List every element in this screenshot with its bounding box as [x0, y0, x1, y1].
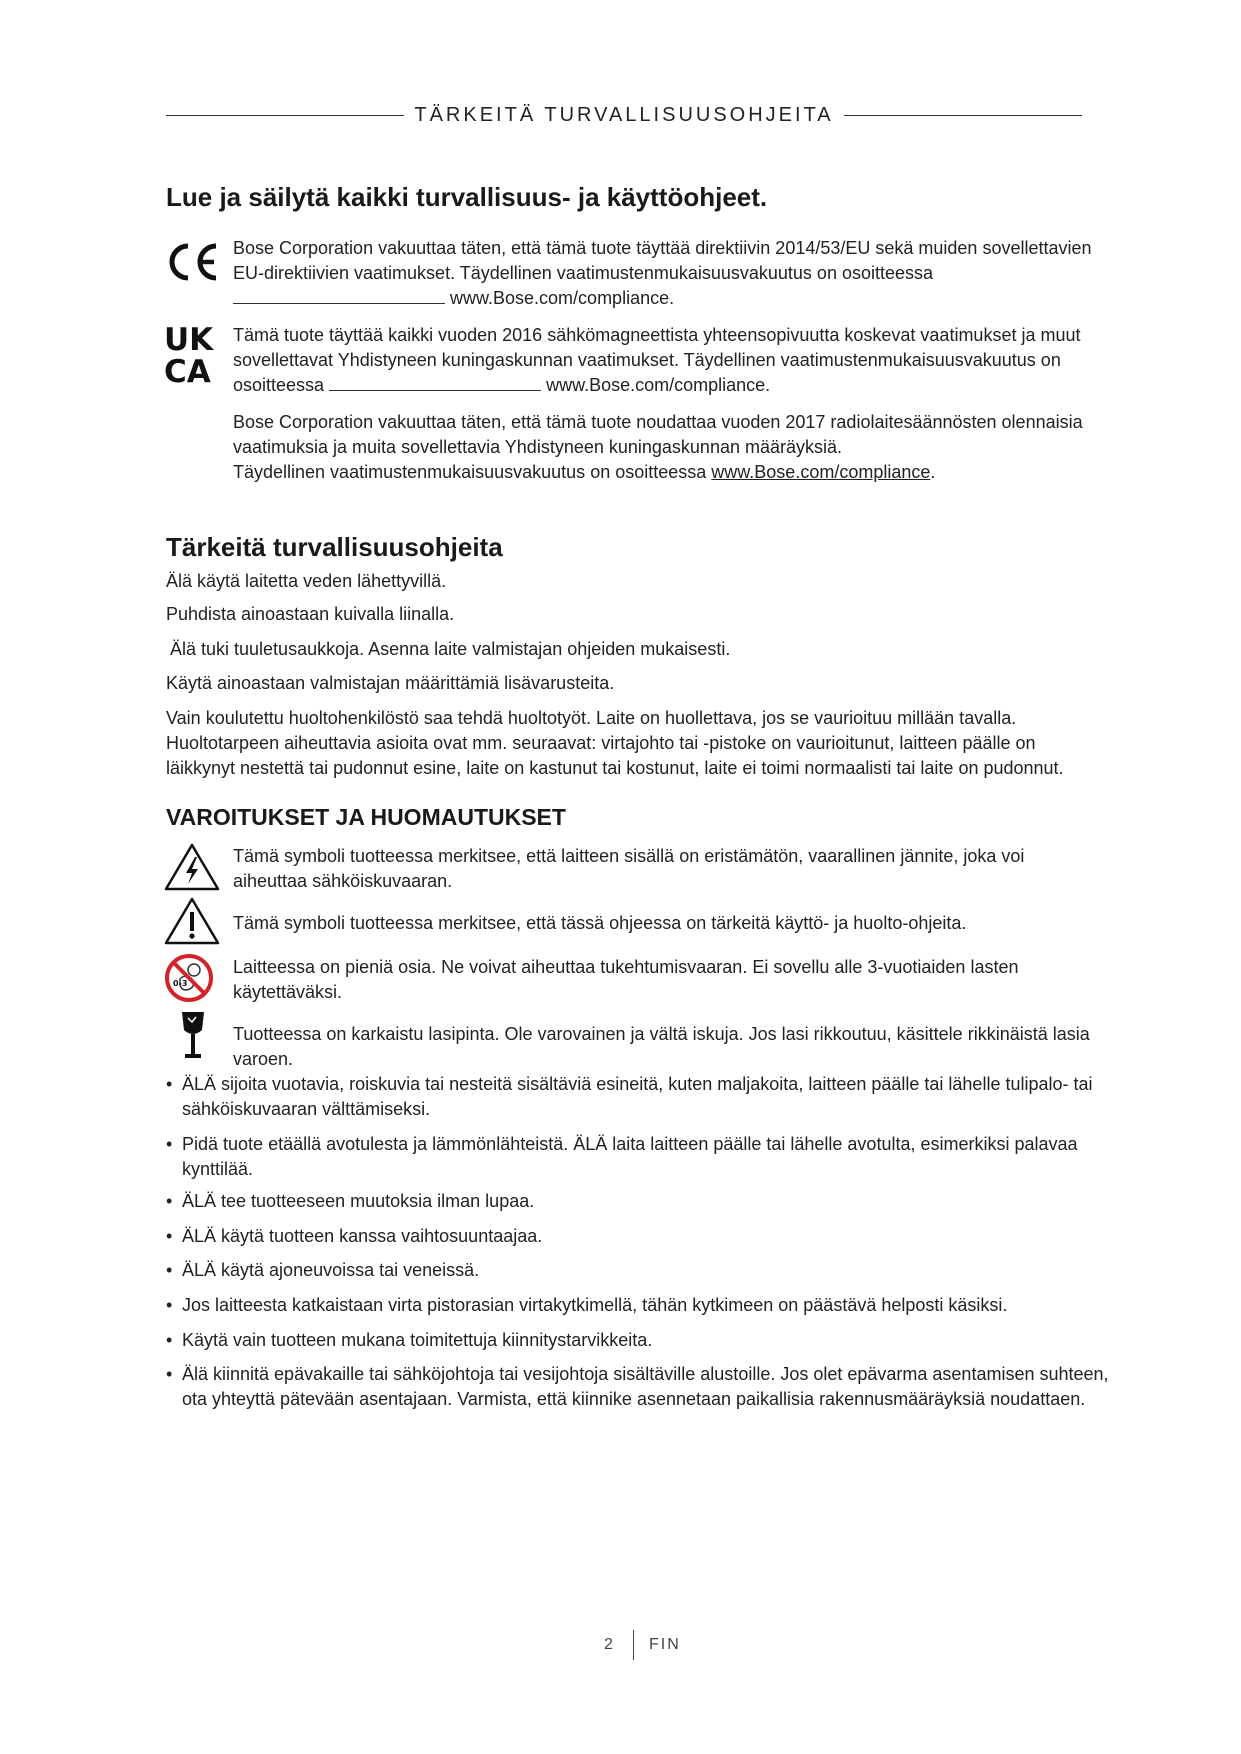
ukca-text2: Bose Corporation vakuuttaa täten, että tämä tuote noudattaa vuoden 2017 radiolaitesäännösten olennaisia vaatimuksia ja muita sovellettavia Yhdistyneen kuningaskunnan määräyksiä. — [233, 412, 1083, 457]
exclamation-warning-icon — [164, 896, 220, 946]
radio-regulations-text — [233, 410, 1093, 485]
ukca-text3: Täydellinen vaatimustenmukaisuusvakuutus on osoitteessa — [233, 462, 707, 482]
safety-line: Älä käytä laitetta veden lähettyvillä. — [166, 571, 447, 591]
footer-divider — [633, 1630, 634, 1660]
header-rule-right — [844, 115, 1082, 116]
ukca-logo-line1: UK — [164, 322, 214, 358]
age-label: 0-3 — [173, 979, 188, 988]
running-header — [166, 100, 1082, 130]
ce-mark-icon — [164, 240, 220, 284]
bullet-text: ÄLÄ käytä ajoneuvoissa tai veneissä. — [182, 1260, 480, 1280]
warning-bullet — [166, 1072, 1112, 1122]
ukca-text3-end: . — [930, 462, 936, 482]
bullet-dot: • — [166, 1364, 173, 1384]
small-parts-choking-icon — [164, 953, 214, 1003]
safety-heading: Tärkeitä turvallisuusohjeita — [166, 532, 503, 562]
ukca-logo-line2: CA — [164, 354, 211, 384]
bullet-text: ÄLÄ sijoita vuotavia, roiskuvia tai nesteitä sisältäviä esineitä, kuten maljakoita, laitteen päälle tai lähelle tulipalo- tai sähköiskuvaaran välttämiseksi. — [182, 1074, 1093, 1119]
warning-bullet — [166, 1258, 1112, 1283]
main-heading: Lue ja säilytä kaikki turvallisuus- ja käyttöohjeet. — [166, 182, 768, 212]
warning-bullet — [166, 1328, 1112, 1353]
warning-bullet — [166, 1362, 1112, 1412]
bullet-dot: • — [166, 1074, 173, 1094]
bullet-text: Älä kiinnitä epävakaille tai sähköjohtoja tai vesijohtoja sisältäville alustoille. Jos olet epävarma asentamisen suhteen, ota yhteyttä pätevään asentajaan. Varmista, että kiinnike asennetaan paikallisia rakennusmääräyksiä noudattaen. — [182, 1364, 1109, 1409]
ce-compliance-text — [233, 236, 1093, 311]
language-code: FIN — [649, 1636, 681, 1653]
blank-line — [233, 287, 445, 304]
bullet-text: ÄLÄ käytä tuotteen kanssa vaihtosuuntaajaa. — [182, 1226, 543, 1246]
bullet-text: Pidä tuote etäällä avotulesta ja lämmönlähteistä. ÄLÄ laita laitteen päälle tai lähelle avotulta, esimerkiksi palavaa kynttilää. — [182, 1134, 1078, 1179]
ukca-url1[interactable]: www.Bose.com/compliance. — [546, 375, 771, 395]
bullet-dot: • — [166, 1191, 173, 1211]
high-voltage-warning-icon — [164, 842, 220, 892]
header-title: TÄRKEITÄ TURVALLISUUSOHJEITA — [414, 103, 834, 126]
ukca-text1: Tämä tuote täyttää kaikki vuoden 2016 sähkömagneettista yhteensopivuutta koskevat vaatimukset ja muut sovellettavat Yhdistyneen kuningaskunnan vaatimukset. Täydellinen vaatimustenmukaisuusvakuutus on osoitteessa — [233, 325, 1081, 395]
safety-line: Käytä ainoastaan valmistajan määrittämiä lisävarusteita. — [166, 673, 615, 693]
bullet-dot: • — [166, 1330, 173, 1350]
safety-line: Älä tuki tuuletusaukkoja. Asenna laite valmistajan ohjeiden mukaisesti. — [170, 639, 731, 659]
warning-bullet — [166, 1224, 1112, 1249]
warning-bullet — [166, 1293, 1112, 1318]
safety-line: Vain koulutettu huoltohenkilöstö saa tehdä huoltotyöt. Laite on huollettava, jos se vaurioituu millään tavalla. Huoltotarpeen aiheuttavia asioita ovat mm. seuraavat: virtajohto tai -pistoke on vaurioitunut, laitteen päälle on läikkynyt nestettä tai pudonnut esine, laite on kastunut tai kostunut, laite ei toimi normaalisti tai laite on pudonnut. — [166, 708, 1064, 778]
warning-bullet — [166, 1132, 1112, 1182]
ukca-url2[interactable]: www.Bose.com/compliance — [711, 462, 931, 482]
warnings-heading: VAROITUKSET JA HUOMAUTUKSET — [166, 804, 566, 830]
bullet-dot: • — [166, 1260, 173, 1280]
warning-symbol-text: Tämä symboli tuotteessa merkitsee, että laitteen sisällä on eristämätön, vaarallinen jännite, joka voi aiheuttaa sähköiskuvaaran. — [233, 846, 1025, 891]
blank-line — [329, 374, 541, 391]
bullet-dot: • — [166, 1226, 173, 1246]
ce-url[interactable]: www.Bose.com/compliance. — [450, 288, 675, 308]
ukca-compliance-text — [233, 323, 1093, 398]
bullet-dot: • — [166, 1295, 173, 1315]
safety-line: Puhdista ainoastaan kuivalla liinalla. — [166, 604, 455, 624]
warning-symbol-text: Laitteessa on pieniä osia. Ne voivat aiheuttaa tukehtumisvaaran. Ei sovellu alle 3-vuotiaiden lasten käytettäväksi. — [233, 957, 1019, 1002]
page-number: 2 — [604, 1636, 615, 1653]
warning-symbol-text: Tuotteessa on karkaistu lasipinta. Ole varovainen ja vältä iskuja. Jos lasi rikkoutuu, käsittele rikkinäistä lasia varoen. — [233, 1024, 1090, 1069]
bullet-text: Jos laitteesta katkaistaan virta pistorasian virtakytkimellä, tähän kytkimeen on päästävä helposti käsiksi. — [182, 1295, 1008, 1315]
ce-text: Bose Corporation vakuuttaa täten, että tämä tuote täyttää direktiivin 2014/53/EU sekä muiden sovellettavien EU-direktiivien vaatimukset. Täydellinen vaatimustenmukaisuusvakuutus on osoitteessa — [233, 238, 1092, 283]
ukca-mark-icon — [164, 322, 222, 384]
bullet-text: Käytä vain tuotteen mukana toimitettuja kiinnitystarvikkeita. — [182, 1330, 653, 1350]
warning-symbol-text: Tämä symboli tuotteessa merkitsee, että tässä ohjeessa on tärkeitä käyttö- ja huolto-ohjeita. — [233, 913, 967, 933]
bullet-text: ÄLÄ tee tuotteeseen muutoksia ilman lupaa. — [182, 1191, 535, 1211]
bullet-dot: • — [166, 1134, 173, 1154]
warning-bullet — [166, 1189, 1112, 1214]
broken-glass-icon — [180, 1010, 206, 1062]
header-rule-left — [166, 115, 404, 116]
